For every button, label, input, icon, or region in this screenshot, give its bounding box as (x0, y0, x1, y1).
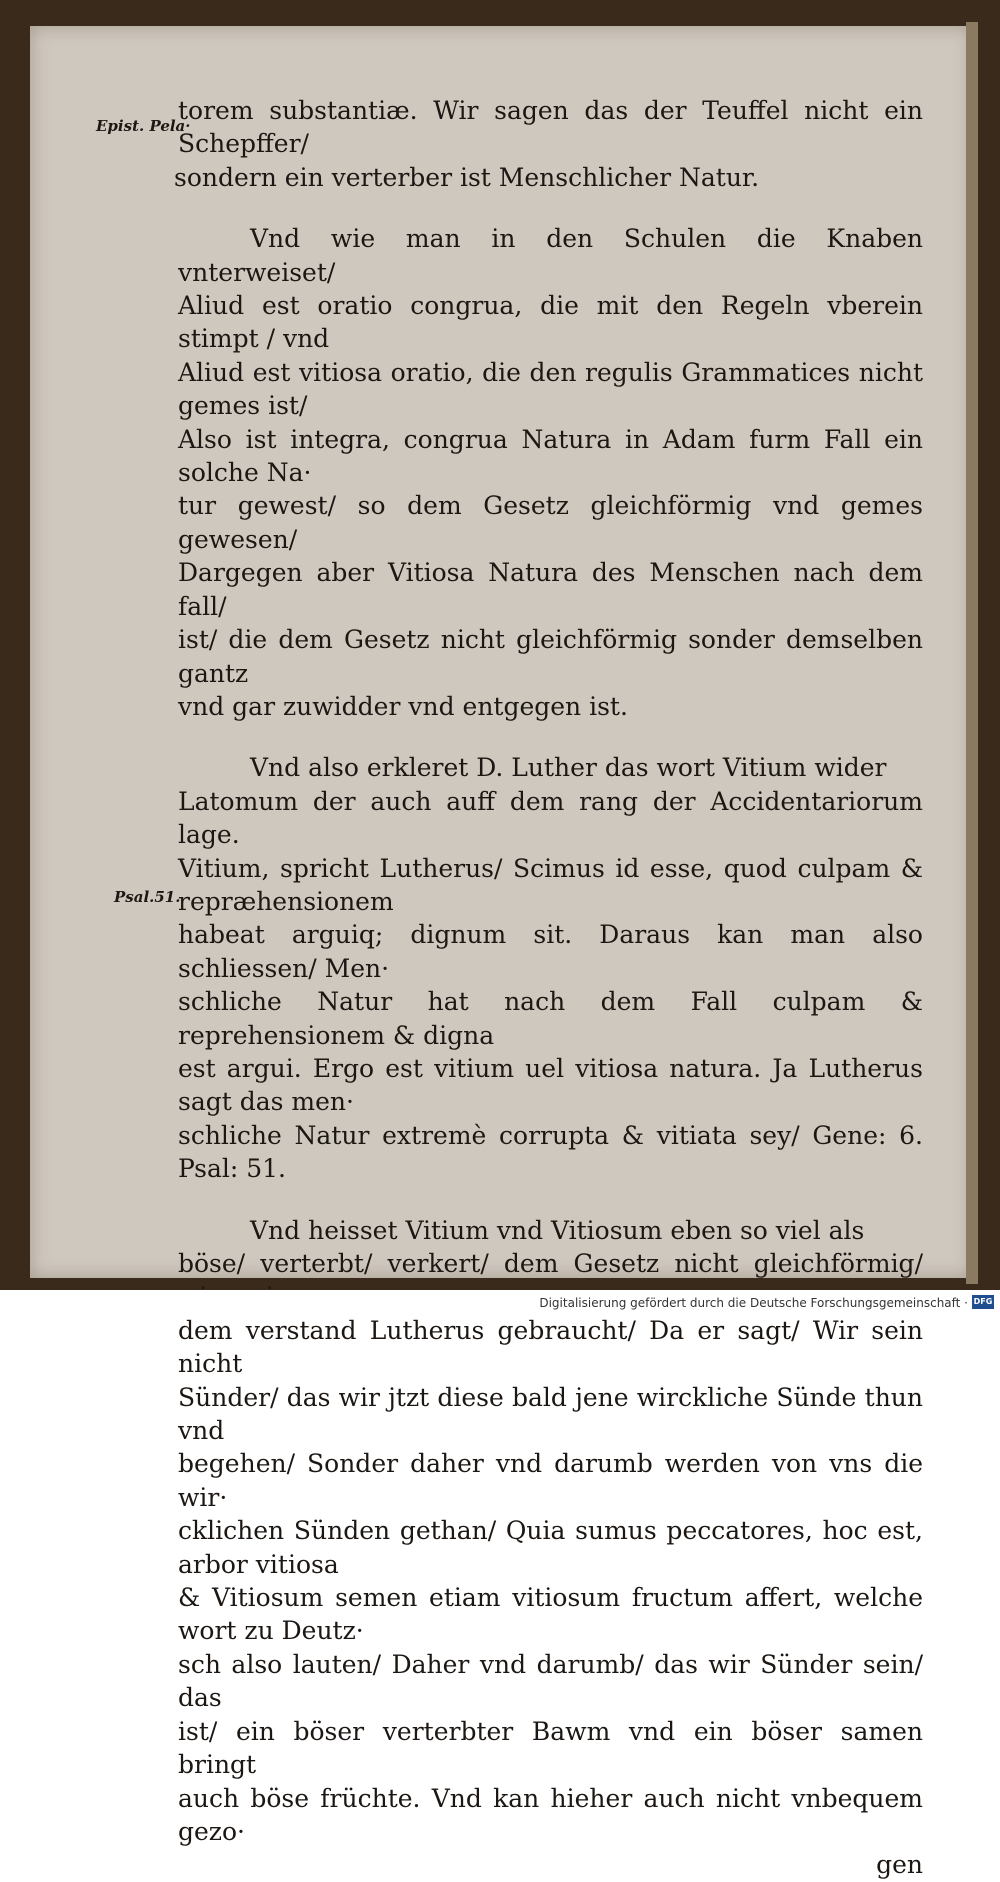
text-line: Vnd wie man in den Schulen die Knaben vnterweiset/ (178, 224, 923, 287)
margin-note-epist-pelag: Epist. Pela· (96, 117, 191, 135)
text-line: habeat arguiq; dignum sit. Daraus kan man also schliessen/ Men· (178, 920, 923, 983)
paragraph (178, 751, 923, 1185)
text-line: begehen/ Sonder daher vnd darumb werden von vns die wir· (178, 1449, 923, 1512)
text-line: dem verstand Lutherus gebraucht/ Da er sagt/ Wir sein nicht (178, 1315, 923, 1379)
text-line: schliche Natur extremè corrupta & vitiata sey/ Gene: 6. Psal: 51. (178, 1120, 923, 1184)
paragraph (174, 94, 923, 194)
text-line: auch böse früchte. Vnd kan hieher auch nicht vnbequem gezo· (178, 1783, 923, 1846)
text-line: sch also lauten/ Daher vnd darumb/ das wir Sünder sein/ das (178, 1649, 923, 1713)
text-line: torem substantiæ. Wir sagen das der Teuffel nicht ein Schepffer/ (178, 96, 923, 159)
paragraph (178, 222, 923, 723)
text-line: ist/ die dem Gesetz nicht gleichförmig sonder demselben gantz (178, 625, 923, 688)
page-text (174, 94, 923, 1882)
text-line: sondern ein verterber ist Menschlicher Natur. (174, 162, 760, 192)
funding-credit: Digitalisierung gefördert durch die Deutsche Forschungsgemeinschaft · (539, 1296, 968, 1310)
text-line: est argui. Ergo est vitium uel vitiosa natura. Ja Lutherus sagt das men· (178, 1053, 923, 1117)
text-line: ist/ ein böser verterbter Bawm vnd ein böser samen bringt (178, 1716, 923, 1780)
margin-note-psal: Psal.51. (114, 888, 181, 906)
text-line: Also ist integra, congrua Natura in Adam furm Fall ein solche Na· (178, 424, 923, 488)
text-line: vnd gar zuwidder vnd entgegen ist. (178, 691, 628, 721)
text-line: Latomum der auch auff dem rang der Accidentariorum lage. (178, 786, 923, 850)
text-line: Vnd also erkleret D. Luther das wort Vitium wider (250, 753, 887, 783)
text-line: & Vitiosum semen etiam vitiosum fructum affert, welche wort zu Deutz· (178, 1583, 923, 1646)
dfg-logo-icon: DFG (972, 1295, 994, 1309)
page-edge (966, 22, 978, 1284)
text-line: tur gewest/ so dem Gesetz gleichförmig vnd gemes gewesen/ (178, 491, 923, 554)
text-line: Vnd heisset Vitium vnd Vitiosum eben so viel als (250, 1215, 865, 1245)
text-line: cklichen Sünden gethan/ Quia sumus peccatores, hoc est, arbor vitiosa (178, 1516, 923, 1579)
text-line: Aliud est oratio congrua, die mit den Regeln vberein stimpt / vnd (178, 291, 923, 354)
text-line: schliche Natur hat nach dem Fall culpam & reprehensionem & digna (178, 987, 923, 1050)
text-line: Vitium, spricht Lutherus/ Scimus id esse, quod culpam & repræhensionem (178, 853, 923, 916)
text-line: Dargegen aber Vitiosa Natura des Menschen nach dem fall/ (178, 558, 923, 621)
catchword: gen (876, 1850, 923, 1880)
text-line: Aliud est vitiosa oratio, die den regulis Grammatices nicht gemes ist/ (178, 357, 923, 421)
text-line: Sünder/ das wir jtzt diese bald jene wirckliche Sünde thun vnd (178, 1382, 923, 1446)
text-line: böse/ verterbt/ verkert/ dem Gesetz nicht gleichförmig/ (178, 1249, 923, 1278)
